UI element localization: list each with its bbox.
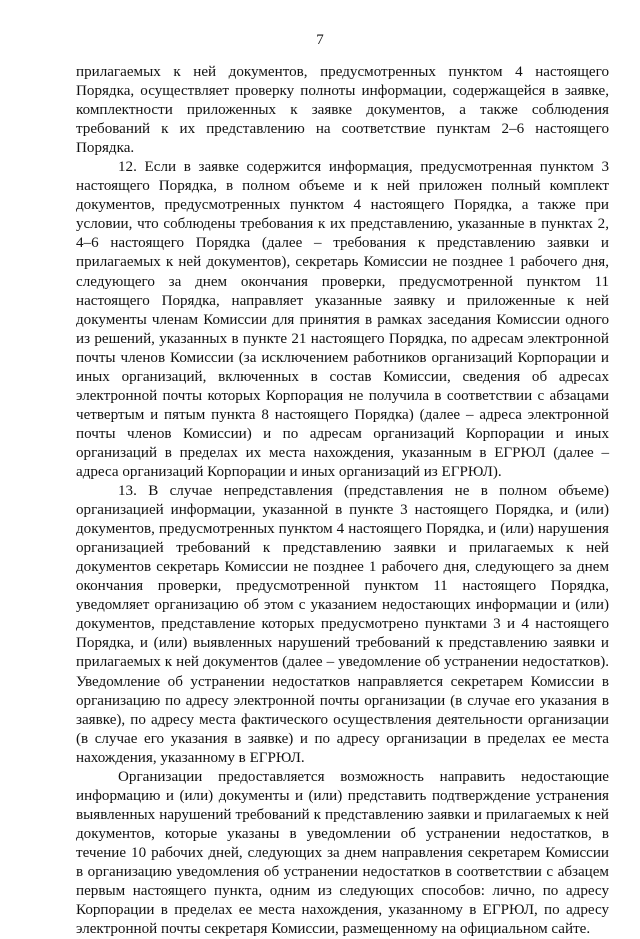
document-body (76, 63, 609, 939)
paragraph-clause-13-second: Организации предоставляется возможность направить недостающие информацию и (или) документы и (или) представить подтверждение устранения выявленных нарушений требований к представлению заявки и прилагаемых к ней документов, которые указаны в уведомлении об устранении недостатков, в течение 10 рабочих дней, следующих за днем направления секретарем Комиссии в организацию уведомления об устранении недостатков в соответствии с абзацем первым настоящего пункта, одним из следующих способов: лично, по адресу Корпорации в пределах ее места нахождения, указанному в ЕГРЮЛ, по адресу электронной почты секретаря Комиссии, размещенному на официальном сайте. (76, 768, 609, 938)
paragraph-clause-12: 12. Если в заявке содержится информация, предусмотренная пунктом 3 настоящего Порядка, в полном объеме и к ней приложен полный комплект документов, предусмотренных пунктом 4 настоящего Порядка, а также при условии, что соблюдены требования к их представлению, указанные в пунктах 2, 4–6 настоящего Порядка (далее – требования к представлению заявки и прилагаемых к ней документов), секретарь Комиссии не позднее 1 рабочего дня, следующего за днем окончания проверки, предусмотренной пунктом 11 настоящего Порядка, направляет указанные заявку и приложенные к ней документы членам Комиссии для принятия в рамках заседания Комиссии одного из решений, указанных в пункте 21 настоящего Порядка, по адресам электронной почты членов Комиссии (за исключением работников организаций Корпорации и иных организаций, включенных в состав Комиссии, сведения об адресах электронной почты которых Корпорация не получила в соответствии с абзацами четвертым и пятым пункта 8 настоящего Порядка) (далее – адреса электронной почты членов Комиссии) и по адресам организаций Корпорации и иных организаций в пределах их места нахождения, указанным в ЕГРЮЛ (далее – адреса организаций Корпорации и иных организаций из ЕГРЮЛ). (76, 159, 609, 480)
paragraph-continuation: прилагаемых к ней документов, предусмотренных пунктом 4 настоящего Порядка, осуществляет проверку полноты информации, содержащейся в заявке, комплектности приложенных к заявке документов, а также соблюдения требований к их представлению на соответствие пунктам 2–6 настоящего Порядка. (76, 64, 609, 157)
paragraph-clause-13: 13. В случае непредставления (представления не в полном объеме) организацией информации, указанной в пункте 3 настоящего Порядка, и (или) документов, предусмотренных пунктом 4 настоящего Порядка, и (или) нарушения организацией требований к представлению заявки и прилагаемых к ней документов секретарь Комиссии не позднее 1 рабочего дня, следующего за днем окончания проверки, предусмотренной пунктом 11 настоящего Порядка, уведомляет организацию об этом с указанием недостающих информации и (или) документов, представление которых предусмотрено пунктами 3 и 4 настоящего Порядка, и (или) выявленных нарушений требований к представлению заявки и прилагаемых к ней документов (далее – уведомление об устранении недостатков). Уведомление об устранении недостатков направляется секретарем Комиссии в организацию по адресу электронной почты организации (в случае его указания в заявке), по адресу места фактического осуществления деятельности организации (в случае его указания в заявке) и по адресу организации в пределах ее места нахождения, указанному в ЕГРЮЛ. (76, 483, 609, 766)
page-number: 7 (316, 32, 324, 48)
